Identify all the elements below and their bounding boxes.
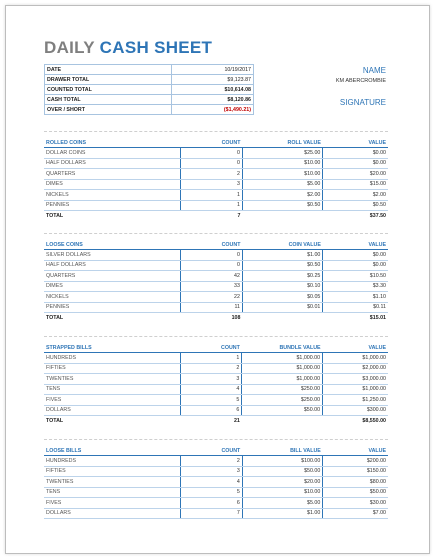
count-cell[interactable]: 5	[180, 395, 242, 406]
summary-label: COUNTED TOTAL	[45, 85, 172, 95]
column-header: LOOSE COINS	[44, 240, 181, 250]
unit-value-cell: $10.00	[242, 169, 322, 180]
count-cell[interactable]: 1	[181, 190, 243, 201]
row-label: QUARTERS	[44, 271, 181, 282]
unit-value-cell: $25.00	[242, 148, 322, 159]
unit-value-cell: $100.00	[242, 456, 323, 467]
count-cell[interactable]: 3	[181, 179, 243, 190]
column-header: BILL VALUE	[242, 446, 323, 456]
column-header: COUNT	[180, 446, 242, 456]
value-cell: $0.11	[323, 302, 388, 313]
rolled-coins-table	[44, 138, 388, 221]
count-cell[interactable]: 4	[180, 384, 242, 395]
count-cell[interactable]: 6	[180, 405, 242, 416]
count-cell[interactable]: 6	[180, 498, 242, 509]
column-header: BUNDLE VALUE	[242, 343, 323, 353]
unit-value-cell: $1,000.00	[242, 353, 323, 364]
count-cell[interactable]: 7	[180, 508, 242, 519]
unit-value-cell: $250.00	[242, 384, 323, 395]
value-cell: $1.10	[323, 292, 388, 303]
unit-value-cell: $0.01	[242, 302, 322, 313]
table-row	[44, 508, 388, 519]
total-row	[44, 313, 388, 323]
unit-value-cell: $50.00	[242, 466, 323, 477]
row-label: DOLLARS	[44, 508, 180, 519]
column-header: VALUE	[323, 343, 388, 353]
divider	[44, 131, 388, 132]
row-label: QUARTERS	[44, 169, 181, 180]
row-label: HALF DOLLARS	[44, 158, 181, 169]
row-label: SILVER DOLLARS	[44, 250, 181, 261]
row-label: FIVES	[44, 395, 180, 406]
table-row	[44, 190, 388, 201]
summary-table	[44, 64, 254, 115]
value-cell: $150.00	[323, 466, 388, 477]
value-cell: $0.00	[323, 250, 388, 261]
summary-row	[45, 95, 254, 105]
value-cell: $1,000.00	[323, 384, 388, 395]
count-cell[interactable]: 3	[180, 374, 242, 385]
value-cell: $3,000.00	[323, 374, 388, 385]
column-header: COUNT	[181, 240, 243, 250]
loose-bills-table	[44, 446, 388, 519]
summary-row	[45, 75, 254, 85]
count-cell[interactable]: 1	[181, 200, 243, 211]
unit-value-cell: $5.00	[242, 179, 322, 190]
title-part-cash-sheet: CASH SHEET	[99, 38, 213, 57]
unit-value-cell: $0.50	[242, 260, 322, 271]
table-row	[44, 302, 388, 313]
count-cell[interactable]: 0	[181, 158, 243, 169]
count-cell[interactable]: 2	[181, 169, 243, 180]
row-label: FIVES	[44, 498, 180, 509]
name-value[interactable]: KM ABERCROMBIE	[335, 78, 386, 84]
summary-row	[45, 85, 254, 95]
row-label: PENNIES	[44, 200, 181, 211]
row-label: DIMES	[44, 281, 181, 292]
table-row	[44, 179, 388, 190]
value-cell: $300.00	[323, 405, 388, 416]
total-label: TOTAL	[44, 211, 181, 221]
signature-label: SIGNATURE	[339, 98, 386, 107]
total-value: $8,550.00	[323, 416, 388, 426]
table-row	[44, 271, 388, 282]
row-label: DOLLARS	[44, 405, 180, 416]
value-cell: $0.00	[323, 260, 388, 271]
count-cell[interactable]: 0	[181, 148, 243, 159]
unit-value-cell: $0.05	[242, 292, 322, 303]
unit-value-cell: $1.00	[242, 250, 322, 261]
table-row	[44, 384, 388, 395]
column-header: ROLL VALUE	[242, 138, 322, 148]
row-label: NICKELS	[44, 190, 181, 201]
count-cell[interactable]: 42	[181, 271, 243, 282]
summary-label: CASH TOTAL	[45, 95, 172, 105]
total-blank	[242, 313, 322, 323]
row-label: DOLLAR COINS	[44, 148, 181, 159]
table-row	[44, 353, 388, 364]
count-cell[interactable]: 11	[181, 302, 243, 313]
row-label: FIFTIES	[44, 363, 180, 374]
loose-coins-table	[44, 240, 388, 323]
unit-value-cell: $250.00	[242, 395, 323, 406]
unit-value-cell: $10.00	[242, 487, 323, 498]
summary-label: DRAWER TOTAL	[45, 75, 172, 85]
count-cell[interactable]: 2	[180, 456, 242, 467]
unit-value-cell: $0.50	[242, 200, 322, 211]
unit-value-cell: $10.00	[242, 158, 322, 169]
row-label: TENS	[44, 487, 180, 498]
total-label: TOTAL	[44, 416, 180, 426]
row-label: FIFTIES	[44, 466, 180, 477]
row-label: TWENTIES	[44, 374, 180, 385]
table-row	[44, 395, 388, 406]
table-row	[44, 250, 388, 261]
summary-label: OVER / SHORT	[45, 105, 172, 115]
row-label: TENS	[44, 384, 180, 395]
table-header-row	[44, 446, 388, 456]
table-row	[44, 292, 388, 303]
unit-value-cell: $5.00	[242, 498, 323, 509]
total-value: $37.50	[323, 211, 388, 221]
value-cell: $200.00	[323, 456, 388, 467]
column-header: VALUE	[323, 446, 388, 456]
unit-value-cell: $2.00	[242, 190, 322, 201]
table-row	[44, 281, 388, 292]
unit-value-cell: $1,000.00	[242, 363, 323, 374]
count-cell[interactable]: 0	[181, 250, 243, 261]
table-row	[44, 363, 388, 374]
column-header: LOOSE BILLS	[44, 446, 180, 456]
summary-value[interactable]: 10/19/2017	[172, 65, 254, 75]
count-cell[interactable]: 33	[181, 281, 243, 292]
value-cell: $15.00	[323, 179, 388, 190]
row-label: HALF DOLLARS	[44, 260, 181, 271]
unit-value-cell: $50.00	[242, 405, 323, 416]
value-cell: $80.00	[323, 477, 388, 488]
value-cell: $30.00	[323, 498, 388, 509]
total-row	[44, 211, 388, 221]
total-label: TOTAL	[44, 313, 181, 323]
unit-value-cell: $0.25	[242, 271, 322, 282]
column-header: STRAPPED BILLS	[44, 343, 180, 353]
total-count: 108	[181, 313, 243, 323]
unit-value-cell: $1.00	[242, 508, 323, 519]
summary-row	[45, 105, 254, 115]
value-cell: $1,250.00	[323, 395, 388, 406]
table-row	[44, 200, 388, 211]
summary-value[interactable]: $9,123.87	[172, 75, 254, 85]
page-title	[44, 38, 212, 58]
count-cell[interactable]: 3	[180, 466, 242, 477]
table-row	[44, 158, 388, 169]
table-row	[44, 456, 388, 467]
column-header: VALUE	[323, 240, 388, 250]
column-header: COUNT	[181, 138, 243, 148]
count-cell[interactable]: 1	[180, 353, 242, 364]
value-cell: $0.50	[323, 200, 388, 211]
divider	[44, 233, 388, 234]
value-cell: $1,000.00	[323, 353, 388, 364]
column-header: COUNT	[180, 343, 242, 353]
total-value: $15.01	[323, 313, 388, 323]
table-row	[44, 405, 388, 416]
row-label: DIMES	[44, 179, 181, 190]
title-part-daily: DAILY	[44, 38, 95, 57]
count-cell[interactable]: 5	[180, 487, 242, 498]
info-block	[290, 66, 386, 107]
count-cell[interactable]: 22	[181, 292, 243, 303]
column-header: VALUE	[323, 138, 388, 148]
total-count: 21	[180, 416, 242, 426]
value-cell: $2.00	[323, 190, 388, 201]
unit-value-cell: $0.10	[242, 281, 322, 292]
total-blank	[242, 211, 322, 221]
value-cell: $10.50	[323, 271, 388, 282]
table-header-row	[44, 138, 388, 148]
table-row	[44, 477, 388, 488]
table-row	[44, 466, 388, 477]
value-cell: $3.30	[323, 281, 388, 292]
summary-row	[45, 65, 254, 75]
value-cell: $20.00	[323, 169, 388, 180]
value-cell: $7.00	[323, 508, 388, 519]
column-header: COIN VALUE	[242, 240, 322, 250]
total-blank	[242, 416, 323, 426]
table-row	[44, 487, 388, 498]
table-row	[44, 169, 388, 180]
unit-value-cell: $20.00	[242, 477, 323, 488]
column-header: ROLLED COINS	[44, 138, 181, 148]
row-label: HUNDREDS	[44, 456, 180, 467]
table-row	[44, 374, 388, 385]
value-cell: $0.00	[323, 158, 388, 169]
divider	[44, 439, 388, 440]
summary-value[interactable]: ($1,490.21)	[172, 105, 254, 115]
unit-value-cell: $1,000.00	[242, 374, 323, 385]
summary-label: DATE	[45, 65, 172, 75]
row-label: PENNIES	[44, 302, 181, 313]
row-label: TWENTIES	[44, 477, 180, 488]
table-row	[44, 148, 388, 159]
count-cell[interactable]: 2	[180, 363, 242, 374]
divider	[44, 336, 388, 337]
total-row	[44, 416, 388, 426]
count-cell[interactable]: 4	[180, 477, 242, 488]
strapped-bills-table	[44, 343, 388, 426]
count-cell[interactable]: 0	[181, 260, 243, 271]
table-row	[44, 498, 388, 509]
name-label: NAME	[362, 66, 386, 75]
table-header-row	[44, 240, 388, 250]
table-row	[44, 260, 388, 271]
row-label: HUNDREDS	[44, 353, 180, 364]
total-count: 7	[181, 211, 243, 221]
table-header-row	[44, 343, 388, 353]
summary-value[interactable]: $8,120.86	[172, 95, 254, 105]
value-cell: $2,000.00	[323, 363, 388, 374]
value-cell: $50.00	[323, 487, 388, 498]
row-label: NICKELS	[44, 292, 181, 303]
summary-value[interactable]: $10,614.08	[172, 85, 254, 95]
value-cell: $0.00	[323, 148, 388, 159]
